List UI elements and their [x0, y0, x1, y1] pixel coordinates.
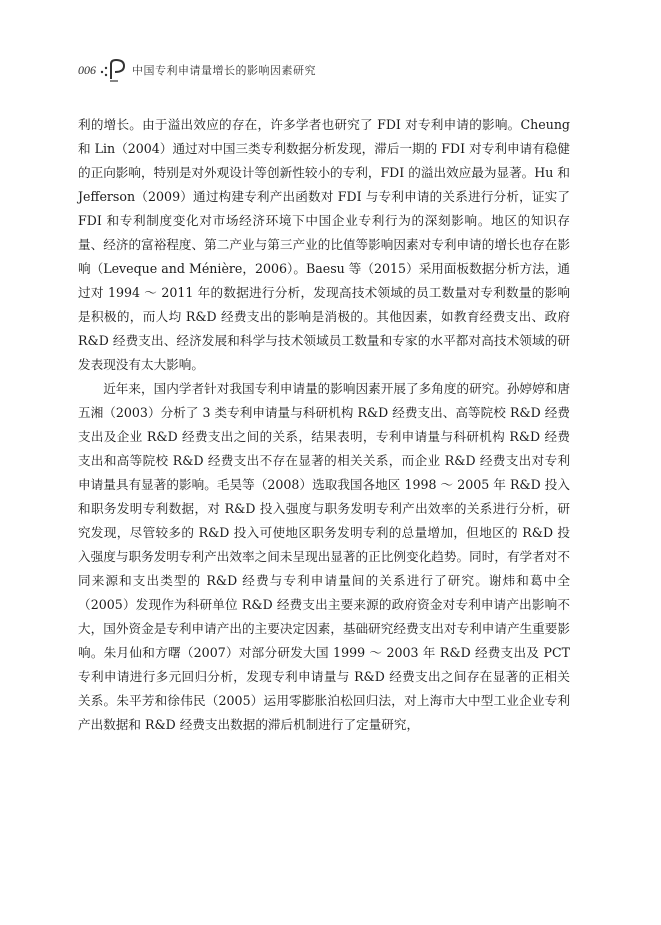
paragraph: 近年来，国内学者针对我国专利申请量的影响因素开展了多角度的研究。孙婷婷和唐五湘（2003）分析了 3 类专利申请量与科研机构 R&D 经费支出、高等院校 R&D 经费支出及企业 R&D 经费支出之间的关系，结果表明，专利申请量与科研机构 R&D 经费支出和高等院校 R&D 经费支出不存在显著的相关关系，而企业 R&D 经费支出对专利申请量具有显著的影响。毛昊等（2008）选取我国各地区 1998 ～ 2005 年 R&D 投入和职务发明专利数据，对 R&D 投入强度与职务发明专利产出效率的关系进行分析，研究发现，尽管较多的 R&D 投入可使地区职务发明专利的总量增加，但地区的 R&D 投入强度与职务发明专利产出效率之间未呈现出显著的正比例变化趋势。同时，有学者对不同来源和支出类型的 R&D 经费与专利申请量间的关系进行了研究。谢炜和葛中全（2005）发现作为科研单位 R&D 经费支出主要来源的政府资金对专利申请产出影响不大，国外资金是专利申请产出的主要决定因素，基础研究经费支出对专利申请产生重要影响。朱月仙和方曙（2007）对部分研发大国 1999 ～ 2003 年 R&D 经费支出及 PCT 专利申请进行多元回归分析，发现专利申请量与 R&D 经费支出之间存在显著的正相关关系。朱平芳和徐伟民（2005）运用零膨胀泊松回归法，对上海市大中型工业企业专利产出数据和 R&D 经费支出数据的滞后机制进行了定量研究，: [78, 381, 570, 732]
body-text: [78, 113, 570, 737]
publisher-logo-icon: [98, 57, 128, 83]
running-title: 中国专利申请量增长的影响因素研究: [132, 64, 316, 77]
page-number: 006: [78, 62, 96, 77]
page-header: [78, 57, 316, 83]
paragraph: 利的增长。由于溢出效应的存在，许多学者也研究了 FDI 对专利申请的影响。Cheung 和 Lin（2004）通过对中国三类专利数据分析发现，滞后一期的 FDI 对专利申请有稳健的正向影响，特别是对外观设计等创新性较小的专利，FDI 的溢出效应最为显著。Hu 和 Jefferson（2009）通过构建专利产出函数对 FDI 与专利申请的关系进行分析，证实了 FDI 和专利制度变化对市场经济环境下中国企业专利行为的深刻影响。地区的知识存量、经济的富裕程度、第二产业与第三产业的比值等影响因素对专利申请的增长也存在影响（Leveque and Ménière，2006）。Baesu 等（2015）采用面板数据分析方法，通过对 1994 ～ 2011 年的数据进行分析，发现高技术领域的员工数量对专利数量的影响是积极的，而人均 R&D 经费支出的影响是消极的。其他因素，如教育经费支出、政府 R&D 经费支出、经济发展和科学与技术领域员工数量和专家的水平都对高技术领域的研发表现没有太大影响。: [78, 117, 570, 372]
